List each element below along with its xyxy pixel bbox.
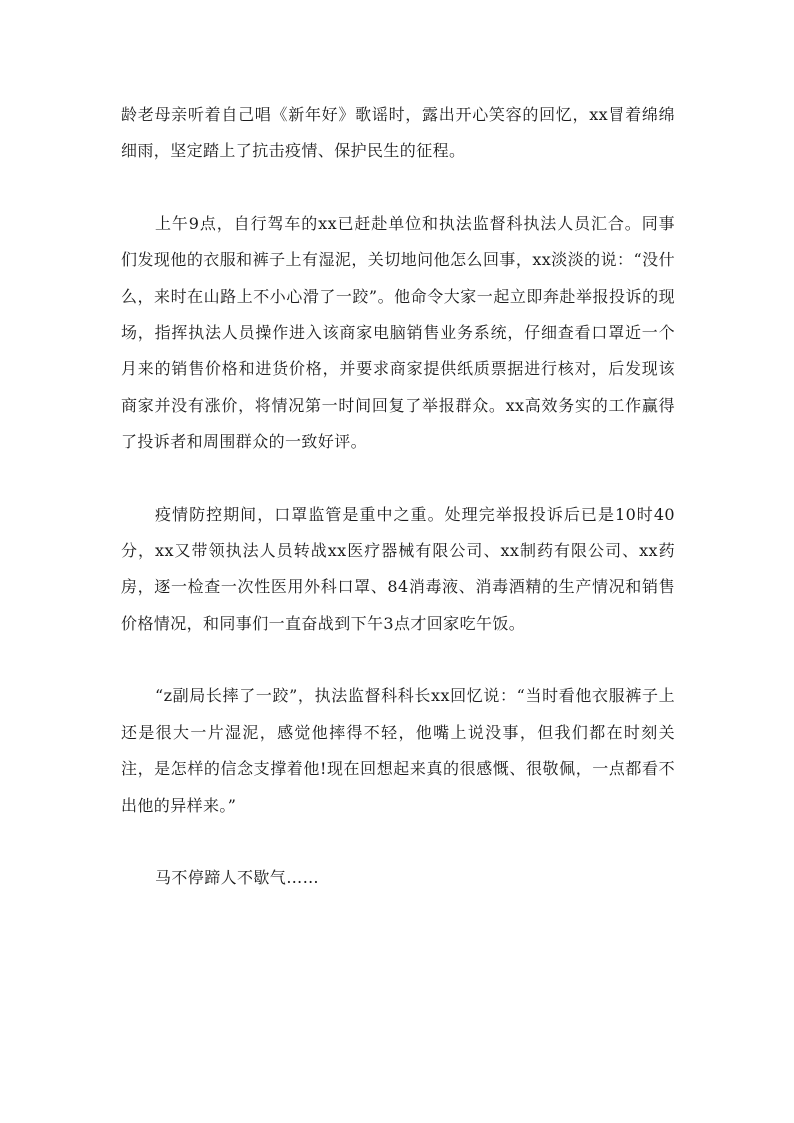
paragraph-mask-supervision: 疫情防控期间，口罩监管是重中之重。处理完举报投诉后已是10时40分，xx又带领执法人员转战xx医疗器械有限公司、xx制药有限公司、xx药房，逐一检查一次性医用外科口罩、84消毒液、消毒酒精的生产情况和销售价格情况，和同事们一直奋战到下午3点才回家吃午饭。 [121,504,675,633]
paragraph-morning-report: 上午9点，自行驾车的xx已赶赴单位和执法监督科执法人员汇合。同事们发现他的衣服和裤子上有湿泥，关切地问他怎么回事，xx淡淡的说：“没什么，来时在山路上不小心滑了一跤”。他命令大家一起立即奔赴举报投诉的现场，指挥执法人员操作进入该商家电脑销售业务系统，仔细查看口罩近一个月来的销售价格和进货价格，并要求商家提供纸质票据进行核对，后发现该商家并没有涨价，将情况第一时间回复了举报群众。xx高效务实的工作赢得了投诉者和周围群众的一致好评。 [121,213,675,452]
paragraph-colleague-quote: “z副局长摔了一跤”，执法监督科科长xx回忆说：“当时看他衣服裤子上还是很大一片湿泥，感觉他摔得不轻，他嘴上说没事，但我们都在时刻关注，是怎样的信念支撑着他!现在回想起来真的很感慨、很敬佩，一点都看不出他的异样来。” [121,686,675,815]
paragraph-continuation: 龄老母亲听着自己唱《新年好》歌谣时，露出开心笑容的回忆，xx冒着绵绵细雨，坚定踏上了抗击疫情、保护民生的征程。 [121,105,675,161]
paragraph-closing: 马不停蹄人不歇气…… [155,867,320,887]
document-body [121,97,675,932]
